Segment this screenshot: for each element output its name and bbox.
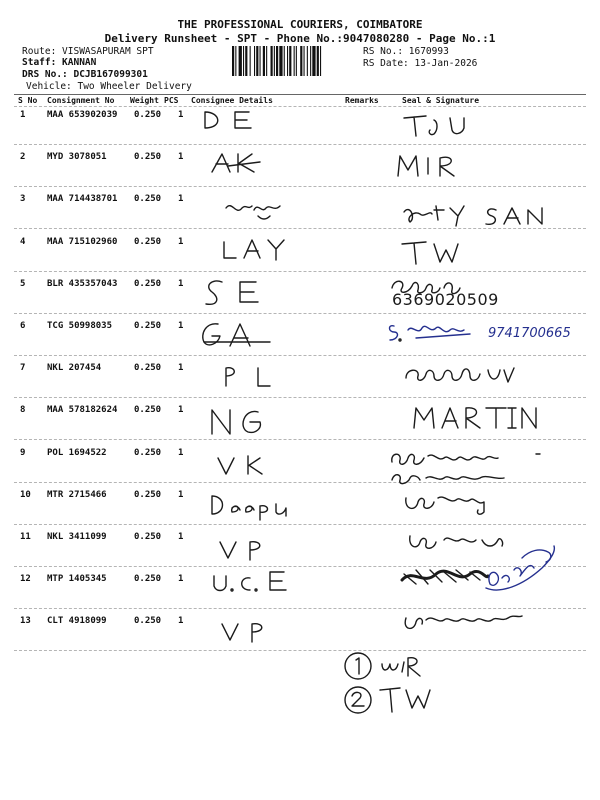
staff-label: Staff: KANNAN <box>22 57 97 68</box>
row-sno: 3 <box>20 194 26 205</box>
row-consignment-no: MAA 578182624 <box>47 405 118 416</box>
row-weight: 0.250 <box>134 532 162 542</box>
row-divider <box>14 355 586 356</box>
barcode-bar <box>235 46 236 76</box>
barcode-bar <box>289 46 291 76</box>
row-divider <box>14 439 586 440</box>
row-consignment-no: MAA 714438701 <box>47 194 118 205</box>
row-sno: 6 <box>20 321 26 331</box>
row-consignment-no: BLR 435357043 <box>47 278 118 289</box>
row-sno: 13 <box>20 616 31 627</box>
handwriting-consignee-1 <box>195 108 285 132</box>
barcode-bar <box>266 46 267 76</box>
row-consignment-no: MYD 3078051 <box>47 152 107 163</box>
header-rule <box>14 94 586 95</box>
handwriting-consignee-9 <box>214 452 274 478</box>
handwriting-consignee-12 <box>210 568 300 598</box>
barcode-bar <box>260 46 261 76</box>
col-sno: S No <box>18 96 38 105</box>
handwriting-consignee-8 <box>206 404 290 438</box>
rs-number: RS No.: 1670993 <box>363 46 449 57</box>
handwriting-consignee-7 <box>220 362 280 390</box>
signature-3 <box>400 198 560 232</box>
barcode-bar <box>274 46 275 76</box>
signature-6-script <box>386 320 496 346</box>
signature-7 <box>400 360 540 390</box>
signature-12-stamp <box>482 538 562 598</box>
row-pcs: 1 <box>178 616 184 627</box>
row-divider <box>14 144 586 145</box>
row-pcs: 1 <box>178 489 184 500</box>
runsheet-subtitle: Delivery Runsheet - SPT - Phone No.:9047080280 - Page No.:1 <box>104 32 496 45</box>
row-consignment-no: CLT 4918099 <box>47 616 107 627</box>
barcode-bar <box>317 46 319 76</box>
barcode-bar <box>250 46 251 76</box>
handwriting-consignee-11 <box>216 536 276 564</box>
col-seal-signature: Seal & Signature <box>402 96 480 105</box>
row-sno: 5 <box>20 278 26 289</box>
barcode-bar <box>279 46 282 76</box>
row-pcs: 1 <box>178 321 184 331</box>
barcode-bar <box>312 46 315 76</box>
row-consignment-no: NKL 207454 <box>47 363 102 374</box>
row-pcs: 1 <box>178 194 184 205</box>
row-pcs: 1 <box>178 447 184 458</box>
row-sno: 8 <box>20 405 26 416</box>
row-sno: 4 <box>20 236 26 247</box>
header-bottom-rule <box>14 106 586 107</box>
row-weight: 0.250 <box>134 574 162 585</box>
row-divider <box>14 650 586 651</box>
barcode-bar <box>276 46 278 76</box>
barcode-bar <box>284 46 285 76</box>
company-title: THE PROFESSIONAL COURIERS, COIMBATORE <box>177 18 423 31</box>
barcode-bar <box>294 46 295 76</box>
barcode-bar <box>287 46 288 76</box>
row-divider <box>14 313 586 314</box>
signature-10 <box>400 490 510 520</box>
row-pcs: 1 <box>178 405 184 416</box>
barcode-bar <box>310 46 311 76</box>
barcode-bar <box>263 46 265 76</box>
barcode-bar <box>271 46 273 76</box>
rs-date: RS Date: 13-Jan-2026 <box>363 58 478 69</box>
row-sno: 1 <box>20 110 26 120</box>
row-sno: 12 <box>20 574 31 585</box>
row-consignment-no: MTR 2715466 <box>47 489 107 500</box>
row-weight: 0.250 <box>134 489 162 500</box>
row-consignment-no: NKL 3411099 <box>47 532 107 542</box>
barcode-bar <box>256 46 258 76</box>
row-divider <box>14 271 586 272</box>
barcode-bar <box>296 46 297 76</box>
barcode-bar <box>254 46 255 76</box>
row-sno: 10 <box>20 489 31 500</box>
row-divider <box>14 524 586 525</box>
vehicle-label: Vehicle: Two Wheeler Delivery <box>26 81 192 92</box>
row-weight: 0.250 <box>134 447 162 458</box>
row-sno: 9 <box>20 447 26 458</box>
signature-9 <box>386 448 586 488</box>
handwriting-consignee-13 <box>218 618 278 646</box>
handwriting-consignee-4 <box>218 236 302 264</box>
barcode-bar <box>300 46 302 76</box>
row-sno: 11 <box>20 532 31 542</box>
row-consignment-no: POL 1694522 <box>47 447 107 458</box>
barcode <box>232 46 358 76</box>
signature-5-phone: 6369020509 <box>392 290 499 309</box>
col-remarks: Remarks <box>345 96 379 105</box>
barcode-bar <box>304 46 305 76</box>
row-consignment-no: MAA 653902039 <box>47 110 118 120</box>
drs-label: DRS No.: DCJB167099301 <box>22 69 148 80</box>
col-consignment: Consignment No <box>47 96 115 105</box>
row-weight: 0.250 <box>134 236 162 247</box>
footer-handwriting <box>340 650 470 720</box>
row-pcs: 1 <box>178 532 184 542</box>
barcode-bar <box>245 46 247 76</box>
row-weight: 0.250 <box>134 152 162 163</box>
handwriting-consignee-10 <box>206 492 326 522</box>
row-sno: 7 <box>20 363 26 374</box>
row-pcs: 1 <box>178 278 184 289</box>
col-pcs: PCS <box>164 96 179 105</box>
handwriting-consignee-2 <box>208 150 278 178</box>
col-weight: Weight <box>130 96 159 105</box>
handwriting-consignee-6 <box>196 318 280 350</box>
handwriting-consignee-3 <box>222 196 302 222</box>
row-consignment-no: MTP 1405345 <box>47 574 107 585</box>
signature-6-phone: 9741700665 <box>488 326 571 341</box>
route-label: Route: VISWASAPURAM SPT <box>22 46 154 57</box>
row-weight: 0.250 <box>134 616 162 627</box>
barcode-bar <box>307 46 308 76</box>
signature-4 <box>398 238 478 268</box>
row-sno: 2 <box>20 152 26 163</box>
row-consignment-no: MAA 715102960 <box>47 236 118 247</box>
col-consignee: Consignee Details <box>191 96 273 105</box>
row-pcs: 1 <box>178 236 184 247</box>
row-weight: 0.250 <box>134 194 162 205</box>
row-divider <box>14 186 586 187</box>
handwriting-consignee-5 <box>200 276 280 310</box>
barcode-bar <box>232 46 234 76</box>
row-weight: 0.250 <box>134 321 162 331</box>
row-weight: 0.250 <box>134 278 162 289</box>
signature-13 <box>398 608 528 638</box>
row-weight: 0.250 <box>134 405 162 416</box>
signature-1 <box>400 112 490 140</box>
row-weight: 0.250 <box>134 110 162 120</box>
row-pcs: 1 <box>178 152 184 163</box>
signature-8 <box>410 402 540 432</box>
row-pcs: 1 <box>178 110 184 120</box>
row-divider <box>14 397 586 398</box>
row-pcs: 1 <box>178 363 184 374</box>
signature-2 <box>394 150 474 180</box>
barcode-bar <box>239 46 242 76</box>
row-consignment-no: TCG 50998035 <box>47 321 113 331</box>
barcode-bar <box>320 46 321 76</box>
barcode-bar <box>243 46 244 76</box>
row-pcs: 1 <box>178 574 184 585</box>
row-weight: 0.250 <box>134 363 162 374</box>
